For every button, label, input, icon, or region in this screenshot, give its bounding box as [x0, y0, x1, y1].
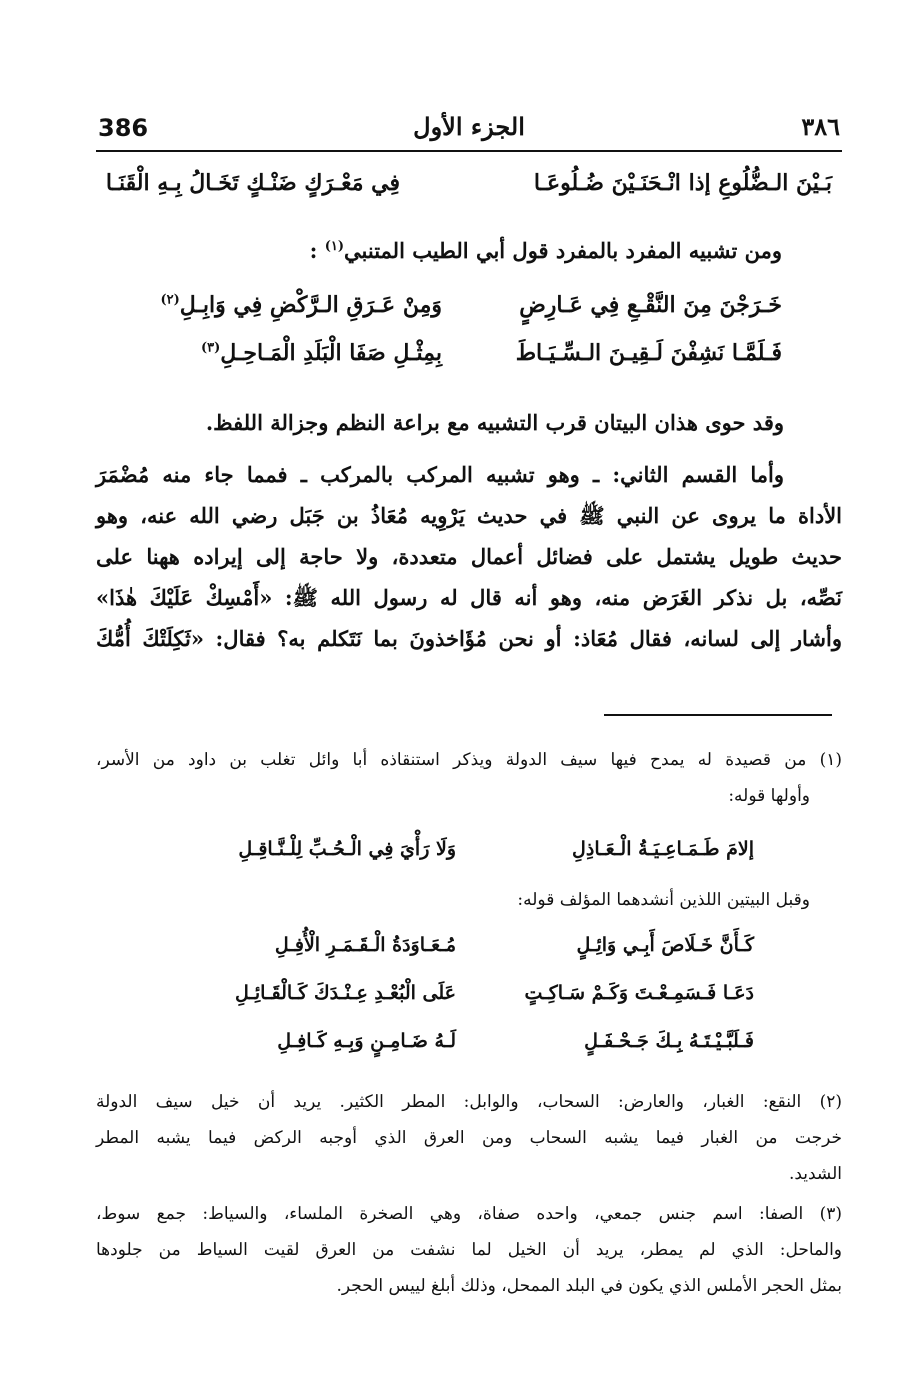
paragraph-line: حديث طويل يشتمل على فضائل أعمال متعددة، ولا حاجة إلى إيراده ههنا على [96, 544, 842, 569]
verse-hemistich-first: فَـلَمَّـا نَشِفْنَ لَـقِيـنَ الـسِّـيَـاطَ [515, 340, 782, 366]
footnote-verse [96, 982, 842, 1026]
intro-line [96, 240, 842, 261]
verse-hemistich-first: دَعَـا فَـسَمِـعْـتَ وَكَـمْ سَـاكِـتٍ [524, 982, 754, 1004]
page-number-latin: 386 [98, 114, 149, 142]
footnote-line: وأولها قوله: [728, 786, 810, 806]
footnote-ref-2: (٢) [160, 292, 180, 308]
footnote-line: والماحل: الذي لم يمطر، يريد أن الخيل لما نشفت من العرق لقيت السياط من جلودها [96, 1240, 842, 1260]
paragraph-line: وأشار إلى لسانه، فقال مُعَاذ: أو نحن مُؤَاخذونَ بما نَتَكلم به؟ فقال: «ثَكِلَتْكَ أُمُّكَ [96, 626, 842, 651]
body-paragraph [96, 462, 842, 667]
summary-line: وقد حوى هذان البيتان قرب التشبيه مع براعة النظم وجزالة اللفظ. [205, 410, 784, 435]
verse-hemistich-text: وَمِنْ عَـرَقِ الـرَّكْضِ فِي وَابِـلِ [179, 292, 442, 318]
page-number-arabic: ٣٨٦ [801, 112, 840, 141]
verse-hemistich-second: مُـعَـاوَدَةُ الْـقَـمَـرِ الْأُفِـلِ [274, 934, 456, 956]
footnote-line: وقبل البيتين اللذين أنشدهما المؤلف قوله: [517, 890, 810, 910]
footnote-verse [96, 934, 842, 978]
verse-line [96, 292, 842, 332]
footnote-line: (١) من قصيدة له يمدح فيها سيف الدولة ويذكر استنقاذه أبا وائل تغلب بن داود من الأسر، [96, 750, 842, 770]
verse-line [96, 340, 842, 380]
intro-text: ومن تشبيه المفرد بالمفرد قول أبي الطيب المتنبي [344, 238, 782, 263]
footnote-line: خرجت من الغبار فيما يشبه السحاب ومن العرق الذي أوجبه الركض فيما يشبه المطر [96, 1128, 842, 1148]
footnote-1 [96, 750, 842, 822]
footnote-line: الشديد. [788, 1164, 842, 1184]
footnote-verse [96, 1030, 842, 1074]
verse-hemistich-second: وَلَا رَأْيَ فِي الْـحُـبِّ لِلْـنَّـاقِـلِ [238, 838, 456, 860]
footnote-3 [96, 1204, 842, 1312]
footnote-2 [96, 1092, 842, 1200]
verse-hemistich-second [201, 340, 442, 366]
footnote-verse [96, 838, 842, 882]
footnote-line: (٣) الصفا: اسم جنس جمعي، واحده صفاة، وهي الصخرة الملساء، والسياط: جمع سوط، [96, 1204, 842, 1224]
verse-hemistich-second: بَـيْنَ الـضُّلُوعِ إذا انْـحَنَـيْنَ ضُـلُوعَـا [533, 170, 832, 196]
verse-hemistich-text: بِمِثْـلِ صَفَا الْبَلَدِ الْمَـاحِـلِ [220, 340, 442, 366]
verse-hemistich-first: إلامَ طَـمَـاعِـيَـةُ الْـعَـاذِلِ [572, 838, 754, 860]
paragraph-line: الأداة ما يروى عن النبي ﷺ في حديث يَرْوِيه مُعَاذُ بن جَبَل رضي الله عنه، وهو [96, 503, 842, 528]
verse-hemistich-first: خَـرَجْنَ مِنَ النَّقْـعِ فِي عَـارِضٍ [519, 292, 782, 318]
verse-hemistich-first: فَـلَبَّـيْـتَـهُ بِـكَ جَـحْـفَـلٍ [584, 1030, 754, 1052]
footnote-1-continued [96, 890, 842, 926]
verse-line [96, 170, 842, 210]
verse-hemistich-second [160, 292, 442, 318]
header-rule [96, 150, 842, 152]
verse-hemistich-second: لَـهُ ضَـامِـنٍ وَبِـهِ كَـافِـلِ [277, 1030, 456, 1052]
footnote-ref-1: (١) [324, 239, 345, 254]
footnote-ref-3: (٣) [200, 340, 221, 356]
paragraph-line: وأما القسم الثاني: ـ وهو تشبيه المركب بالمركب ـ فمما جاء منه مُضْمَرَ [96, 462, 784, 487]
paragraph-line: نَصِّه، بل نذكر الغَرَض منه، وهو أنه قال له رسول الله ﷺ: «أَمْسِكْ عَلَيْكَ هٰذَا» [96, 585, 842, 610]
volume-title: الجزء الأول [413, 112, 525, 141]
footnote-line: بمثل الحجر الأملس الذي يكون في البلد الممحل، وذلك أبلغ لييس الحجر. [336, 1276, 842, 1296]
page-header [96, 108, 842, 150]
footnote-separator [604, 714, 832, 716]
verse-hemistich-first: فِي مَعْـرَكٍ ضَنْـكٍ تَخَـالُ بِـهِ الْقَنَـا [105, 170, 400, 196]
verse-hemistich-first: كَـأَنَّ خَـلَاصَ أَبِـي وَائِـلٍ [576, 934, 754, 956]
footnote-line: (٢) النقع: الغبار، والعارض: السحاب، والوابل: المطر الكثير. يريد أن خيل سيف الدولة [96, 1092, 842, 1112]
verse-hemistich-second: عَلَى الْبُعْـدِ عِـنْـدَكَ كَـالْقَـائِـلِ [234, 982, 456, 1004]
intro-colon: : [309, 238, 318, 263]
